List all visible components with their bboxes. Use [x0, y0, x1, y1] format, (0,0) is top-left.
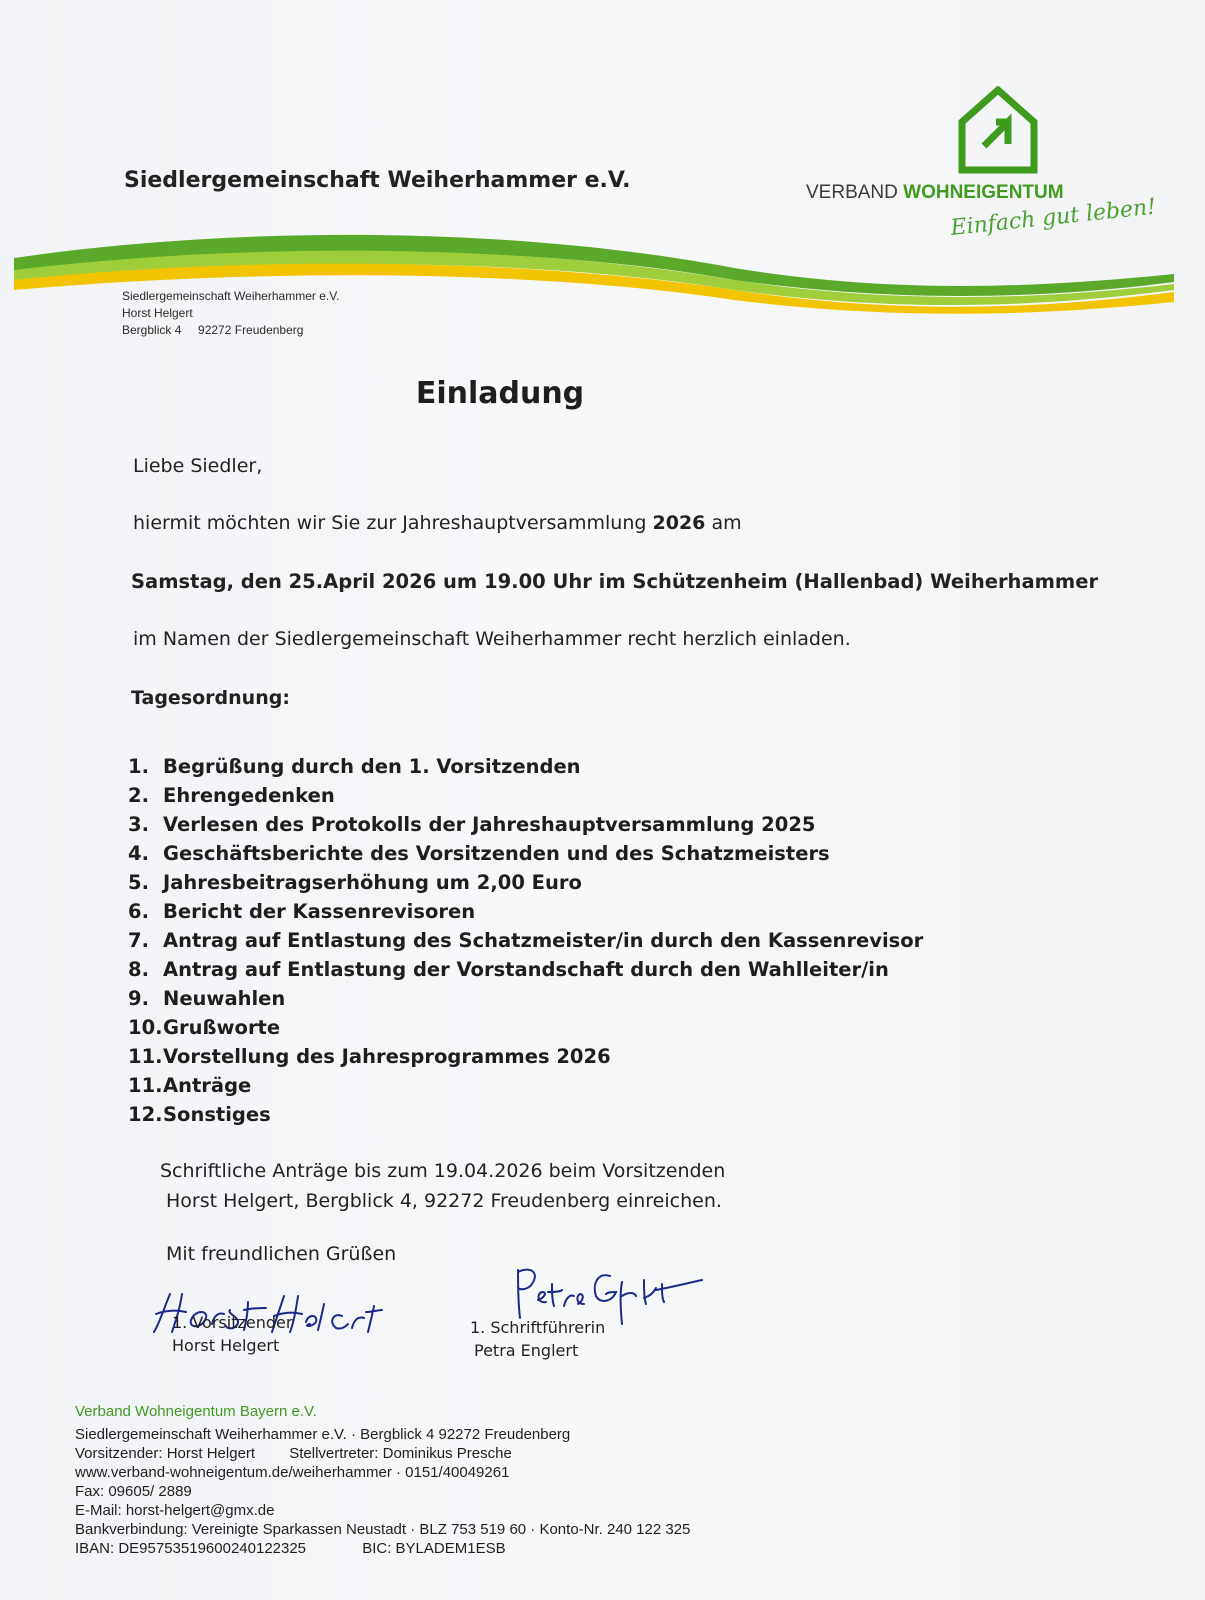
agenda-item — [128, 1071, 923, 1100]
agenda-item — [128, 810, 923, 839]
agenda-item — [128, 897, 923, 926]
closing-line-2: Horst Helgert, Bergblick 4, 92272 Freudenberg einreichen. — [166, 1190, 722, 1212]
agenda-item-number: 10. — [128, 1016, 163, 1039]
agenda-item-text: Grußworte — [163, 1016, 281, 1039]
agenda-item-text: Antrag auf Entlastung des Schatzmeister/in durch den Kassenrevisor — [163, 929, 924, 952]
intro-suffix: am — [711, 512, 742, 534]
agenda-item-number: 8. — [128, 958, 149, 981]
greeting: Mit freundlichen Grüßen — [166, 1243, 397, 1265]
footer-iban-bic — [75, 1539, 690, 1558]
agenda-item-text: Anträge — [163, 1074, 252, 1097]
right-signatory — [470, 1316, 605, 1362]
agenda-item-text: Ehrengedenken — [163, 784, 335, 807]
agenda-item — [128, 1100, 923, 1129]
agenda-item-text: Geschäftsberichte des Vorsitzenden und des Schatzmeisters — [163, 842, 830, 865]
left-signatory — [172, 1311, 292, 1357]
agenda-item-number: 3. — [128, 813, 149, 836]
agenda-item-number: 11. — [128, 1045, 163, 1068]
house-logo-icon — [958, 86, 1038, 174]
agenda-heading: Tagesordnung: — [131, 687, 290, 709]
right-signatory-name: Petra Englert — [474, 1341, 579, 1360]
sender-line-2: Horst Helgert — [122, 306, 193, 320]
agenda-item — [128, 1013, 923, 1042]
agenda-item — [128, 781, 923, 810]
footer-fax: Fax: 09605/ 2889 — [75, 1483, 192, 1500]
agenda-item-number: 7. — [128, 929, 149, 952]
agenda-list — [128, 752, 923, 1129]
agenda-item-text: Begrüßung durch den 1. Vorsitzenden — [163, 755, 581, 778]
agenda-item — [128, 926, 923, 955]
sender-line-1: Siedlergemeinschaft Weiherhammer e.V. — [122, 289, 340, 303]
logo-word-verband: VERBAND — [806, 182, 898, 203]
slogan: Einfach gut leben! — [949, 194, 1158, 241]
intro-year: 2026 — [652, 512, 706, 534]
footer-deputy: Stellvertreter: Dominikus Presche — [289, 1445, 512, 1462]
agenda-item-number: 12. — [128, 1103, 163, 1126]
agenda-item-number: 5. — [128, 871, 149, 894]
agenda-item-number: 11. — [128, 1074, 163, 1097]
sender-address — [122, 288, 339, 339]
agenda-item-text: Jahresbeitragserhöhung um 2,00 Euro — [163, 871, 582, 894]
agenda-item — [128, 1042, 923, 1071]
agenda-item-text: Verlesen des Protokolls der Jahreshauptversammlung 2025 — [163, 813, 816, 836]
closing-line-1: Schriftliche Anträge bis zum 19.04.2026 beim Vorsitzenden — [160, 1160, 726, 1182]
agenda-item — [128, 955, 923, 984]
right-signatory-role: 1. Schriftführerin — [470, 1318, 606, 1337]
left-signatory-name: Horst Helgert — [172, 1336, 280, 1355]
footer-web-phone: www.verband-wohneigentum.de/weiherhammer · 0151/40049261 — [75, 1464, 510, 1481]
agenda-item-text: Antrag auf Entlastung der Vorstandschaft durch den Wahlleiter/in — [163, 958, 889, 981]
agenda-item — [128, 984, 923, 1013]
agenda-item-text: Neuwahlen — [163, 987, 286, 1010]
footer-bank: Bankverbindung: Vereinigte Sparkassen Neustadt · BLZ 753 519 60 · Konto-Nr. 240 122 325 — [75, 1521, 691, 1538]
footer-association: Verband Wohneigentum Bayern e.V. — [75, 1403, 317, 1420]
agenda-item-number: 1. — [128, 755, 149, 778]
logo-wordmark — [806, 182, 1064, 204]
org-title: Siedlergemeinschaft Weiherhammer e.V. — [124, 168, 631, 193]
footer-address: Siedlergemeinschaft Weiherhammer e.V. · Bergblick 4 92272 Freudenberg — [75, 1426, 571, 1443]
agenda-item — [128, 868, 923, 897]
agenda-item-number: 2. — [128, 784, 149, 807]
logo-word-wohneigentum: WOHNEIGENTUM — [903, 182, 1064, 203]
footer-chair: Vorsitzender: Horst Helgert — [75, 1445, 256, 1462]
footer-board — [75, 1444, 690, 1463]
footer-email: E-Mail: horst-helgert@gmx.de — [75, 1502, 275, 1519]
intro-line — [133, 512, 742, 534]
agenda-item — [128, 752, 923, 781]
event-line: Samstag, den 25.April 2026 um 19.00 Uhr im Schützenheim (Hallenbad) Weiherhammer — [131, 570, 1099, 593]
agenda-item — [128, 839, 923, 868]
sender-line-3: Bergblick 4 92272 Freudenberg — [122, 323, 304, 337]
intro-prefix: hiermit möchten wir Sie zur Jahreshauptversammlung — [133, 512, 647, 534]
salutation: Liebe Siedler, — [133, 455, 263, 477]
letter-title: Einladung — [415, 376, 585, 411]
agenda-item-number: 9. — [128, 987, 149, 1010]
agenda-item-text: Sonstiges — [163, 1103, 271, 1126]
footer — [75, 1402, 690, 1558]
agenda-item-text: Bericht der Kassenrevisoren — [163, 900, 476, 923]
agenda-item-number: 6. — [128, 900, 149, 923]
footer-iban: IBAN: DE95753519600240122325 — [75, 1540, 307, 1557]
agenda-item-text: Vorstellung des Jahresprogrammes 2026 — [163, 1045, 611, 1068]
invite-line: im Namen der Siedlergemeinschaft Weiherhammer recht herzlich einladen. — [133, 628, 851, 650]
footer-bic: BIC: BYLADEM1ESB — [362, 1540, 506, 1557]
agenda-item-number: 4. — [128, 842, 149, 865]
left-signatory-role: 1. Vorsitzender — [172, 1313, 293, 1332]
